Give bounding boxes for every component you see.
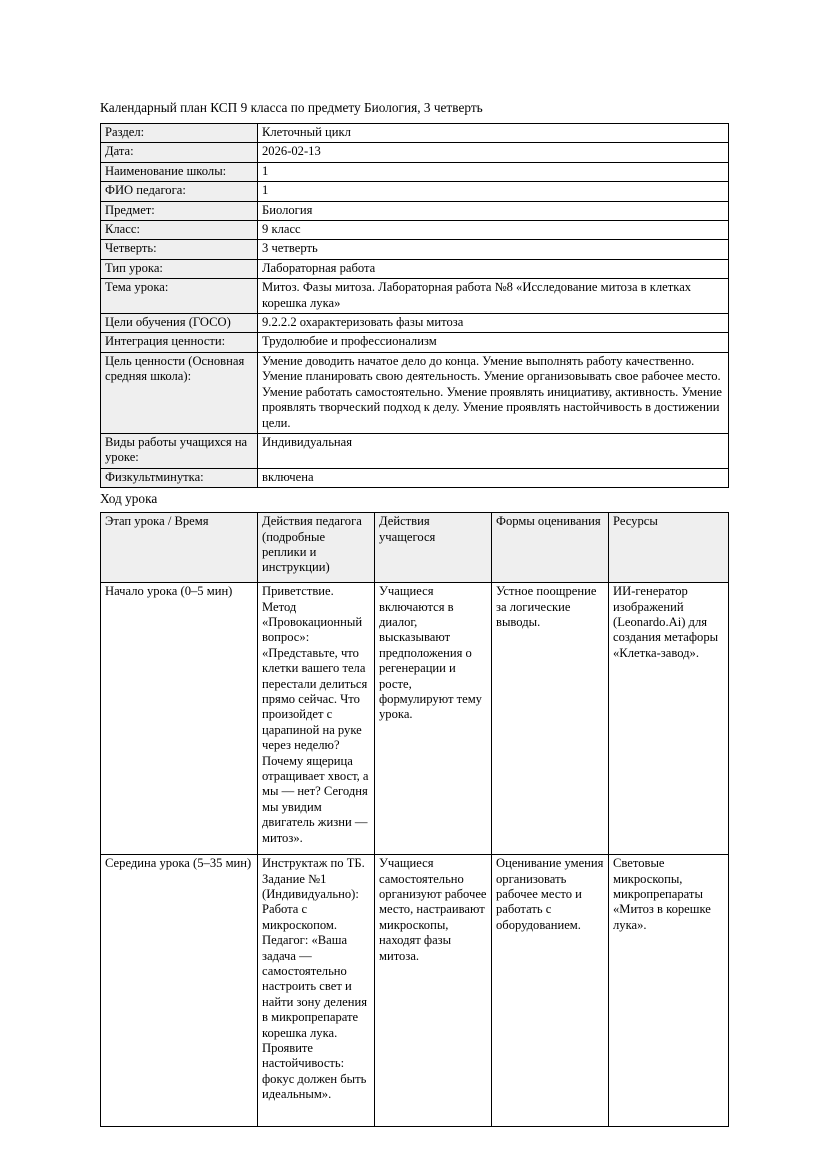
info-value-grade: 9 класс: [258, 221, 729, 240]
flow-stage-lesson-middle: Середина урока (5–35 мин): [101, 855, 258, 1127]
info-label-date: Дата:: [101, 143, 258, 162]
flow-assessment-lesson-middle: Оценивание умения организовать рабочее место и работать с оборудованием.: [492, 855, 609, 1127]
column-header-resources: Ресурсы: [609, 513, 729, 583]
column-header-assessment-forms: Формы оценивания: [492, 513, 609, 583]
info-value-school: 1: [258, 162, 729, 181]
info-label-subject: Предмет:: [101, 201, 258, 220]
info-label-quarter: Четверть:: [101, 240, 258, 259]
column-header-stage: Этап урока / Время: [101, 513, 258, 583]
table-header-row: [101, 513, 729, 583]
info-label-value-integration: Интеграция ценности:: [101, 333, 258, 352]
info-value-learning-objectives: 9.2.2.2 охарактеризовать фазы митоза: [258, 314, 729, 333]
info-label-section: Раздел:: [101, 124, 258, 143]
info-value-value-integration: Трудолюбие и профессионализм: [258, 333, 729, 352]
column-header-student-actions: Действия учащегося: [375, 513, 492, 583]
table-row: [101, 314, 729, 333]
info-label-school: Наименование школы:: [101, 162, 258, 181]
table-row: [101, 221, 729, 240]
info-label-teacher-name: ФИО педагога:: [101, 182, 258, 201]
flow-assessment-lesson-start: Устное поощрение за логические выводы.: [492, 583, 609, 855]
table-row: [101, 855, 729, 1127]
info-value-lesson-type: Лабораторная работа: [258, 259, 729, 278]
table-row: [101, 124, 729, 143]
table-row: [101, 182, 729, 201]
column-header-teacher-actions: Действия педагога (подробные реплики и инструкции): [258, 513, 375, 583]
info-label-lesson-topic: Тема урока:: [101, 279, 258, 314]
flow-teacher-lesson-middle: Инструктаж по ТБ. Задание №1 (Индивидуально): Работа с микроскопом. Педагог: «Ваша задача — самостоятельно настроить свет и найти зону деления в микропрепарате корешка лука. Проявите настойчивость: фокус должен быть идеальным».: [258, 855, 375, 1127]
table-row: [101, 259, 729, 278]
table-row: [101, 468, 729, 487]
flow-stage-lesson-start: Начало урока (0–5 мин): [101, 583, 258, 855]
table-row: [101, 279, 729, 314]
table-row: [101, 162, 729, 181]
info-label-lesson-type: Тип урока:: [101, 259, 258, 278]
info-value-value-goal: Умение доводить начатое дело до конца. Умение выполнять работу качественно. Умение планировать свою деятельность. Умение организовывать свое рабочее место. Умение работать самостоятельно. Умение проявлять инициативу, активность. Умение проявлять творческий подход к делу. Умение проявлять настойчивость в достижении цели.: [258, 352, 729, 433]
table-row: [101, 352, 729, 433]
info-value-work-types: Индивидуальная: [258, 433, 729, 468]
lesson-flow-table-body: [101, 583, 729, 1127]
table-row: [101, 240, 729, 259]
info-value-date: 2026-02-13: [258, 143, 729, 162]
page-title: Календарный план КСП 9 класса по предмету Биология, 3 четверть: [100, 100, 483, 115]
info-value-lesson-topic: Митоз. Фазы митоза. Лабораторная работа №8 «Исследование митоза в клетках корешка лука»: [258, 279, 729, 314]
info-label-grade: Класс:: [101, 221, 258, 240]
info-value-physical-break: включена: [258, 468, 729, 487]
flow-student-lesson-start: Учащиеся включаются в диалог, высказывают предположения о регенерации и росте, формулируют тему урока.: [375, 583, 492, 855]
info-value-subject: Биология: [258, 201, 729, 220]
lesson-info-table-body: [101, 124, 729, 488]
table-row: [101, 201, 729, 220]
table-row: [101, 333, 729, 352]
info-value-quarter: 3 четверть: [258, 240, 729, 259]
flow-resources-lesson-middle: Световые микроскопы, микропрепараты «Митоз в корешке лука».: [609, 855, 729, 1127]
table-row: [101, 433, 729, 468]
lesson-flow-table: [100, 512, 729, 1127]
lesson-flow-heading: Ход урока: [100, 491, 158, 507]
info-label-work-types: Виды работы учащихся на уроке:: [101, 433, 258, 468]
lesson-flow-table-head: [101, 513, 729, 583]
flow-student-lesson-middle: Учащиеся самостоятельно организуют рабочее место, настраивают микроскопы, находят фазы митоза.: [375, 855, 492, 1127]
table-row: [101, 143, 729, 162]
info-value-section: Клеточный цикл: [258, 124, 729, 143]
flow-teacher-lesson-start: Приветствие. Метод «Провокационный вопрос»: «Представьте, что клетки вашего тела перестали делиться прямо сейчас. Что произойдет с царапиной на руке через неделю? Почему ящерица отращивает хвост, а мы — нет? Сегодня мы увидим двигатель жизни — митоз».: [258, 583, 375, 855]
info-label-physical-break: Физкультминутка:: [101, 468, 258, 487]
info-value-teacher-name: 1: [258, 182, 729, 201]
flow-resources-lesson-start: ИИ-генератор изображений (Leonardo.Ai) для создания метафоры «Клетка-завод».: [609, 583, 729, 855]
info-label-value-goal: Цель ценности (Основная средняя школа):: [101, 352, 258, 433]
info-label-learning-objectives: Цели обучения (ГОСО): [101, 314, 258, 333]
table-row: [101, 583, 729, 855]
lesson-info-table: [100, 123, 729, 488]
